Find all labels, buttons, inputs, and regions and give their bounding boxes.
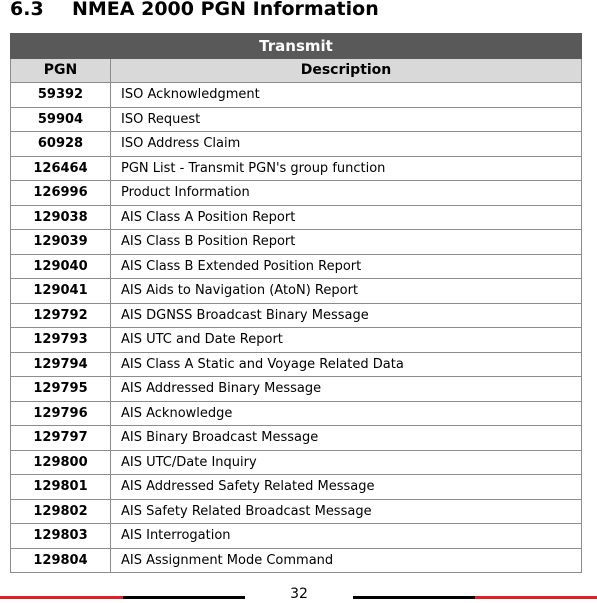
description-cell: AIS UTC/Date Inquiry — [111, 450, 582, 475]
pgn-cell: 129039 — [11, 230, 111, 255]
section-title: NMEA 2000 PGN Information — [72, 0, 379, 20]
pgn-cell: 129040 — [11, 254, 111, 279]
description-cell: AIS Addressed Binary Message — [111, 377, 582, 402]
page-footer — [0, 586, 597, 603]
pgn-cell: 129797 — [11, 426, 111, 451]
table-caption: Transmit — [11, 34, 582, 59]
table-row — [11, 352, 582, 377]
pgn-cell: 126464 — [11, 156, 111, 181]
pgn-cell: 129041 — [11, 279, 111, 304]
footer-bar-red-left — [0, 596, 123, 599]
table-header-row — [11, 59, 582, 83]
table-row — [11, 450, 582, 475]
pgn-cell: 129804 — [11, 548, 111, 573]
table-row — [11, 279, 582, 304]
pgn-cell: 59904 — [11, 107, 111, 132]
table-row — [11, 181, 582, 206]
table-row — [11, 107, 582, 132]
description-cell: AIS UTC and Date Report — [111, 328, 582, 353]
pgn-cell: 129803 — [11, 524, 111, 549]
pgn-cell: 129801 — [11, 475, 111, 500]
table-row — [11, 426, 582, 451]
table-row — [11, 499, 582, 524]
description-cell: AIS Class B Position Report — [111, 230, 582, 255]
column-header-description: Description — [111, 59, 582, 83]
description-cell: AIS Aids to Navigation (AtoN) Report — [111, 279, 582, 304]
pgn-cell: 129796 — [11, 401, 111, 426]
description-cell: AIS Addressed Safety Related Message — [111, 475, 582, 500]
page-number: 32 — [290, 586, 308, 602]
table-row — [11, 524, 582, 549]
table-row — [11, 254, 582, 279]
table-row — [11, 230, 582, 255]
pgn-cell: 129038 — [11, 205, 111, 230]
pgn-cell: 129795 — [11, 377, 111, 402]
table-caption-row — [11, 34, 582, 59]
description-cell: AIS Interrogation — [111, 524, 582, 549]
pgn-table — [10, 33, 582, 573]
pgn-cell: 129794 — [11, 352, 111, 377]
column-header-pgn: PGN — [11, 59, 111, 83]
table-row — [11, 328, 582, 353]
table-row — [11, 205, 582, 230]
table-row — [11, 401, 582, 426]
description-cell: AIS DGNSS Broadcast Binary Message — [111, 303, 582, 328]
description-cell: PGN List - Transmit PGN's group function — [111, 156, 582, 181]
table-row — [11, 475, 582, 500]
table-row — [11, 377, 582, 402]
description-cell: AIS Binary Broadcast Message — [111, 426, 582, 451]
footer-bar-red-right — [475, 596, 597, 599]
pgn-cell: 126996 — [11, 181, 111, 206]
pgn-cell: 60928 — [11, 132, 111, 157]
pgn-cell: 129793 — [11, 328, 111, 353]
pgn-cell: 129802 — [11, 499, 111, 524]
section-number: 6.3 — [10, 0, 44, 20]
table-row — [11, 548, 582, 573]
description-cell: AIS Class A Static and Voyage Related Data — [111, 352, 582, 377]
table-row — [11, 132, 582, 157]
section-heading — [10, 0, 379, 20]
footer-bar-black-left — [123, 596, 245, 599]
description-cell: ISO Acknowledgment — [111, 83, 582, 108]
description-cell: ISO Request — [111, 107, 582, 132]
description-cell: AIS Class A Position Report — [111, 205, 582, 230]
table-row — [11, 156, 582, 181]
table-row — [11, 83, 582, 108]
pgn-cell: 59392 — [11, 83, 111, 108]
pgn-cell: 129800 — [11, 450, 111, 475]
description-cell: AIS Class B Extended Position Report — [111, 254, 582, 279]
description-cell: AIS Assignment Mode Command — [111, 548, 582, 573]
description-cell: ISO Address Claim — [111, 132, 582, 157]
footer-bar-black-right — [353, 596, 475, 599]
description-cell: AIS Safety Related Broadcast Message — [111, 499, 582, 524]
table-body — [11, 83, 582, 573]
table-row — [11, 303, 582, 328]
description-cell: Product Information — [111, 181, 582, 206]
pgn-cell: 129792 — [11, 303, 111, 328]
description-cell: AIS Acknowledge — [111, 401, 582, 426]
